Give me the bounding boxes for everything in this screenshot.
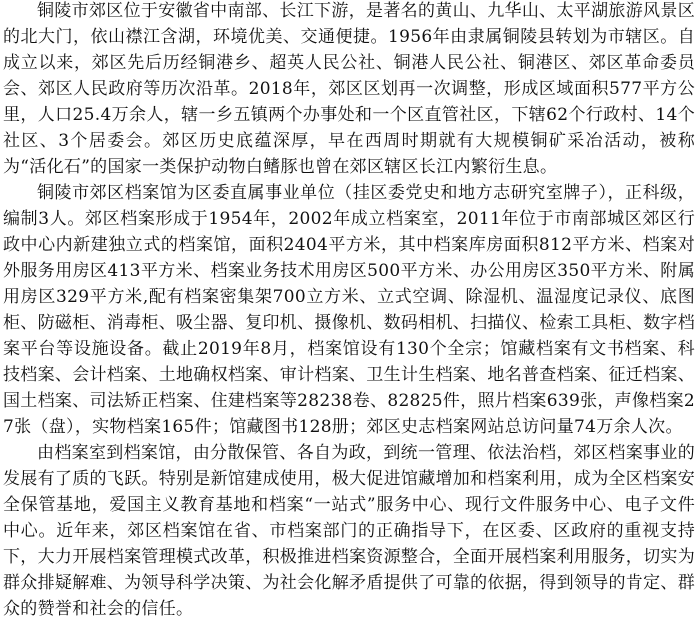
paragraph-development: 由档案室到档案馆，由分散保管、各自为政，到统一管理、依法治档，郊区档案事业的发展有了质的飞跃。特别是新馆建成使用，极大促进馆藏增加和档案利用，成为全区档案安全保管基地，爱国主义教育基地和档案“一站式”服务中心、现行文件服务中心、电子文件中心。近年来，郊区档案馆在省、市档案部门的正确指导下，在区委、区政府的重视支持下，大力开展档案管理模式改革，积极推进档案资源整合，全面开展档案利用服务，切实为群众排疑解难、为领导科学决策、为社会化解矛盾提供了可靠的依据，得到领导的肯定、群众的赞誉和社会的信任。 (3, 443, 695, 619)
paragraph-overview: 铜陵市郊区位于安徽省中南部、长江下游，是著名的黄山、九华山、太平湖旅游风景区的北大门，依山襟江含湖，环境优美、交通便捷。1956年由隶属铜陵县转划为市辖区。自成立以来，郊区先后历经铜港乡、超英人民公社、铜港人民公社、铜港区、郊区革命委员会、郊区人民政府等历次沿革。2018年，郊区区划再一次调整，形成区域面积577平方公里，人口25.4万余人，辖一乡五镇两个办事处和一个区直管社区，下辖62个行政村、14个社区、3个居委会。郊区历史底蕴深厚，早在西周时期就有大规模铜矿采冶活动，被称为“活化石”的国家一类保护动物白鳍豚也曾在郊区辖区长江内繁衍生息。 (3, 1, 695, 177)
paragraph-archive-building: 铜陵市郊区档案馆为区委直属事业单位（挂区委党史和地方志研究室牌子），正科级，编制3人。郊区档案形成于1954年，2002年成立档案室，2011年位于市南部城区郊区行政中心内新建独立式的档案馆，面积2404平方米，其中档案库房面积812平方米、档案对外服务用房区413平方米、档案业务技术用房区500平方米、办公用房区350平方米、附属用房区329平方米,配有档案密集架700立方米、立式空调、除湿机、温湿度记录仪、底图柜、防磁柜、消毒柜、吸尘器、复印机、摄像机、数码相机、扫描仪、检索工具柜、数字档案平台等设施设备。截止2019年8月，档案馆设有130个全宗；馆藏档案有文书档案、科技档案、会计档案、土地确权档案、审计档案、卫生计生档案、地名普查档案、征迁档案、国土档案、司法矫正档案、住建档案等28238卷、82825件，照片档案639张，声像档案27张（盘），实物档案165件；馆藏图书128册；郊区史志档案网站总访问量74万余人次。 (3, 183, 695, 437)
